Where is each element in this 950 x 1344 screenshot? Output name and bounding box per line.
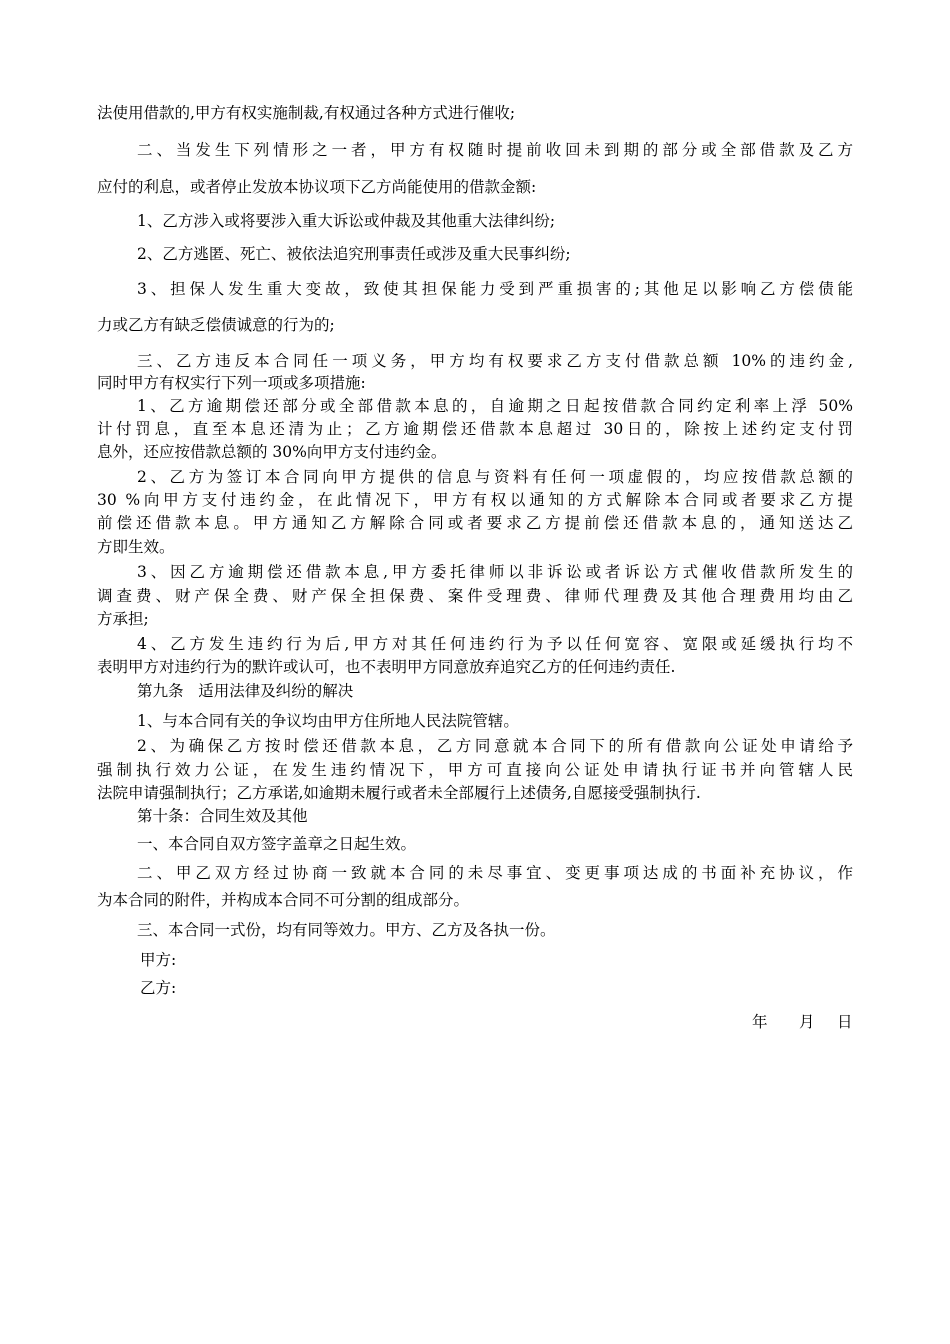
paragraph-line: 3、因乙方逾期偿还借款本息,甲方委托律师以非诉讼或者诉讼方式催收借款所发生的	[137, 563, 853, 581]
paragraph-line: 2、为确保乙方按时偿还借款本息，乙方同意就本合同下的所有借款向公证处申请给予	[137, 737, 853, 755]
paragraph-line: 为本合同的附件，并构成本合同不可分割的组成部分。	[97, 891, 470, 909]
paragraph-line: 法使用借款的,甲方有权实施制裁,有权通过各种方式进行催收;	[97, 104, 516, 122]
section-heading: 第十条：合同生效及其他	[137, 807, 308, 825]
paragraph-line: 1、乙方逾期偿还部分或全部借款本息的，自逾期之日起按借款合同约定利率上浮 50%	[137, 397, 853, 415]
date-day-label: 日	[837, 1013, 853, 1031]
date-year-label: 年	[752, 1013, 768, 1031]
paragraph-line: 2、乙方逃匿、死亡、被依法追究刑事责任或涉及重大民事纠纷;	[137, 245, 571, 263]
paragraph-line: 一、本合同自双方签字盖章之日起生效。	[137, 835, 417, 853]
paragraph-line: 4、乙方发生违约行为后,甲方对其任何违约行为予以任何宽容、宽限或延缓执行均不	[137, 635, 853, 653]
paragraph-line: 力或乙方有缺乏偿债诚意的行为的;	[97, 316, 335, 334]
paragraph-line: 三、本合同一式份，均有同等效力。甲方、乙方及各执一份。	[137, 921, 556, 939]
paragraph-line: 表明甲方对违约行为的默许或认可，也不表明甲方同意放弃追究乙方的任何违约责任.	[97, 658, 676, 676]
paragraph-line: 法院申请强制执行；乙方承诺,如逾期未履行或者未全部履行上述债务,自愿接受强制执行.	[97, 784, 701, 802]
date-month-label: 月	[799, 1013, 815, 1031]
party-a-signature-label: 甲方:	[140, 951, 177, 969]
paragraph-line: 应付的利息，或者停止发放本协议项下乙方尚能使用的借款金额:	[97, 178, 537, 196]
paragraph-line: 调查费、财产保全费、财产保全担保费、案件受理费、律师代理费及其他合理费用均由乙	[97, 587, 853, 605]
paragraph-line: 息外，还应按借款总额的 30%向甲方支付违约金。	[97, 443, 447, 461]
paragraph-line: 前偿还借款本息。甲方通知乙方解除合同或者要求乙方提前偿还借款本息的，通知送达乙	[97, 514, 853, 532]
paragraph-line: 三、乙方违反本合同任一项义务，甲方均有权要求乙方支付借款总额 10%的违约金,	[137, 352, 853, 370]
paragraph-line: 3、担保人发生重大变故，致使其担保能力受到严重损害的;其他足以影响乙方偿债能	[137, 280, 853, 298]
paragraph-line: 计付罚息，直至本息还清为止；乙方逾期偿还借款本息超过 30日的，除按上述约定支付罚	[97, 420, 853, 438]
paragraph-line: 二、甲乙双方经过协商一致就本合同的未尽事宜、变更事项达成的书面补充协议，作	[137, 864, 853, 882]
paragraph-line: 2、乙方为签订本合同向甲方提供的信息与资料有任何一项虚假的，均应按借款总额的	[137, 468, 853, 486]
paragraph-line: 强制执行效力公证，在发生违约情况下，甲方可直接向公证处申请执行证书并向管辖人民	[97, 761, 853, 779]
section-heading: 第九条 适用法律及纠纷的解决	[137, 682, 354, 700]
party-b-signature-label: 乙方:	[140, 979, 177, 997]
paragraph-line: 二、当发生下列情形之一者，甲方有权随时提前收回未到期的部分或全部借款及乙方	[137, 141, 853, 159]
paragraph-line: 30 %向甲方支付违约金，在此情况下，甲方有权以通知的方式解除本合同或者要求乙方提	[97, 491, 853, 509]
paragraph-line: 方即生效。	[97, 538, 175, 556]
paragraph-line: 方承担;	[97, 610, 149, 628]
paragraph-line: 1、与本合同有关的争议均由甲方住所地人民法院管辖。	[137, 712, 519, 730]
paragraph-line: 同时甲方有权实行下列一项或多项措施:	[97, 374, 366, 392]
paragraph-line: 1、乙方涉入或将要涉入重大诉讼或仲裁及其他重大法律纠纷;	[137, 212, 556, 230]
